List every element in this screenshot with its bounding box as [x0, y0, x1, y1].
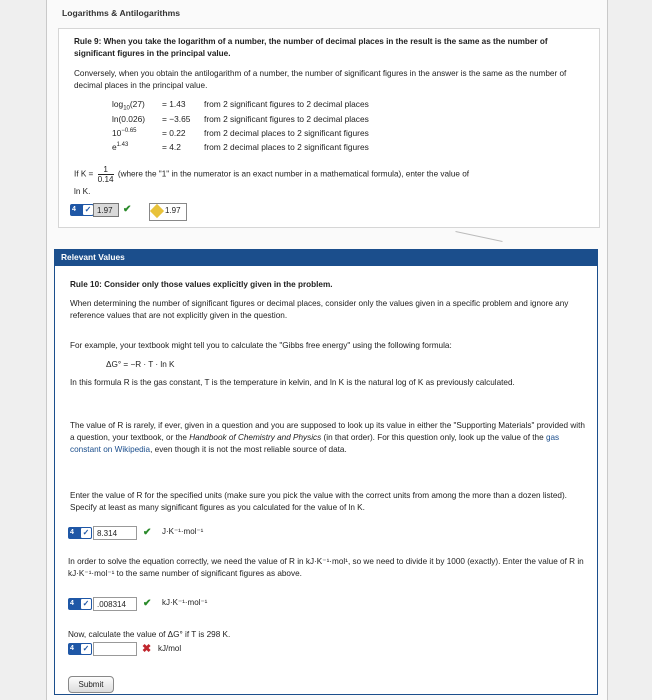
- correct-check-icon: ✔: [143, 527, 152, 538]
- r-answer-field[interactable]: 8.314: [93, 526, 137, 540]
- rule9-heading: Rule 9: When you take the logarithm of a number, the number of decimal places in the result is the same as the number of significant figures in the principal value.: [74, 37, 548, 58]
- pencil-icon: [150, 204, 164, 218]
- delta-g-unit-label: kJ/mol: [158, 644, 182, 653]
- r-kj-unit-label: kJ·K⁻¹·mol⁻¹: [162, 598, 208, 607]
- rule10-heading: Rule 10: Consider only those values explicitly given in the problem.: [70, 280, 333, 289]
- example-desc-2: from 2 significant figures to 2 decimal places: [204, 114, 369, 124]
- correct-check-icon: ✔: [123, 204, 132, 215]
- gibbs-formula: ΔG° = −R · T · ln K: [106, 360, 175, 369]
- attempts-badge[interactable]: 4 ✓: [70, 204, 94, 216]
- attempts-badge-r[interactable]: 4 ✓: [68, 527, 92, 539]
- delta-g-answer-field[interactable]: [93, 642, 137, 656]
- rule10-p2: For example, your textbook might tell you to calculate the "Gibbs free energy" using the following formula:: [70, 341, 452, 350]
- check-icon: ✓: [82, 644, 90, 653]
- ln-k-answer-field[interactable]: 1.97: [93, 203, 119, 217]
- r-unit-label: J·K⁻¹·mol⁻¹: [162, 527, 204, 536]
- rule10-p6: In order to solve the equation correctly, we need the value of R in kJ·K⁻¹·mol¹, so we need to divide it by 1000 (exactly). Enter the value of R in kJ·K⁻¹·mol⁻¹ to the same number of significant figures as above.: [68, 557, 584, 578]
- rule9-question: If K = $\frac{1}{0.14}$ (where the "1" in the numerator is an exact number in a mathematical formula), enter the value of: [74, 165, 470, 184]
- check-icon: ✓: [82, 528, 90, 537]
- example-expr-4: $e^{1.43}$: [112, 142, 129, 152]
- attempts-badge-dg[interactable]: 4 ✓: [68, 643, 92, 655]
- example-expr-3: $10^{-0.65}$: [112, 128, 137, 138]
- example-desc-4: from 2 decimal places to 2 significant figures: [204, 142, 369, 152]
- rule10-p4: The value of R is rarely, if ever, given in a question and you are supposed to look up its value in either the "Supporting Materials" provided with a question, your textbook, or the Handbook of Chemistry and Physics (in that order). For this question only, look up the value of the gas constant on Wikipedia, even though it is not the most reliable source of data.: [70, 421, 585, 454]
- r-kj-answer-field[interactable]: .008314: [93, 597, 137, 611]
- submit-button[interactable]: Submit: [68, 676, 114, 693]
- correct-check-icon: ✔: [143, 598, 152, 609]
- example-eq-4: = 4.2: [162, 142, 181, 152]
- example-expr-1: $\log_{10}(27)$: [112, 99, 145, 112]
- rule9-question-end: ln K.: [74, 187, 91, 196]
- example-eq-3: = 0.22: [162, 128, 186, 138]
- page-title: Logarithms & Antilogarithms: [62, 8, 181, 18]
- example-desc-3: from 2 decimal places to 2 significant figures: [204, 128, 369, 138]
- check-icon: ✓: [82, 599, 90, 608]
- example-expr-2: ln(0.026): [112, 114, 146, 124]
- attempts-badge-kj[interactable]: 4 ✓: [68, 598, 92, 610]
- wikipedia-link[interactable]: gas constant on Wikipedia: [70, 433, 560, 454]
- rule9-conversely: Conversely, when you obtain the antilogarithm of a number, the number of significant figures in the answer is the same as the number of decimal places in the principal value.: [74, 69, 567, 90]
- rule10-p7: Now, calculate the value of ΔG° if T is 298 K.: [68, 630, 231, 639]
- hint-answer-box[interactable]: 1.97: [149, 203, 187, 221]
- incorrect-x-icon: ✖: [142, 643, 152, 655]
- example-eq-1: = 1.43: [162, 99, 186, 109]
- rule10-p5: Enter the value of R for the specified units (make sure you pick the value with the correct units from among the more than a dozen listed). Specify at least as many significant figures as you calculated for the value of ln K.: [70, 491, 567, 512]
- rule10-p3: In this formula R is the gas constant, T is the temperature in kelvin, and ln K is the natural log of K as previously calculated.: [70, 378, 515, 387]
- example-desc-1: from 2 significant figures to 2 decimal places: [204, 99, 369, 109]
- relevant-values-header: Relevant Values: [54, 249, 598, 265]
- rule10-p1: When determining the number of significant figures or decimal places, consider only the values given in a specific problem and ignore any reference values that are not explicitly given in the question.: [70, 299, 569, 320]
- example-eq-2: = −3.65: [162, 114, 191, 124]
- check-icon: ✓: [84, 205, 92, 214]
